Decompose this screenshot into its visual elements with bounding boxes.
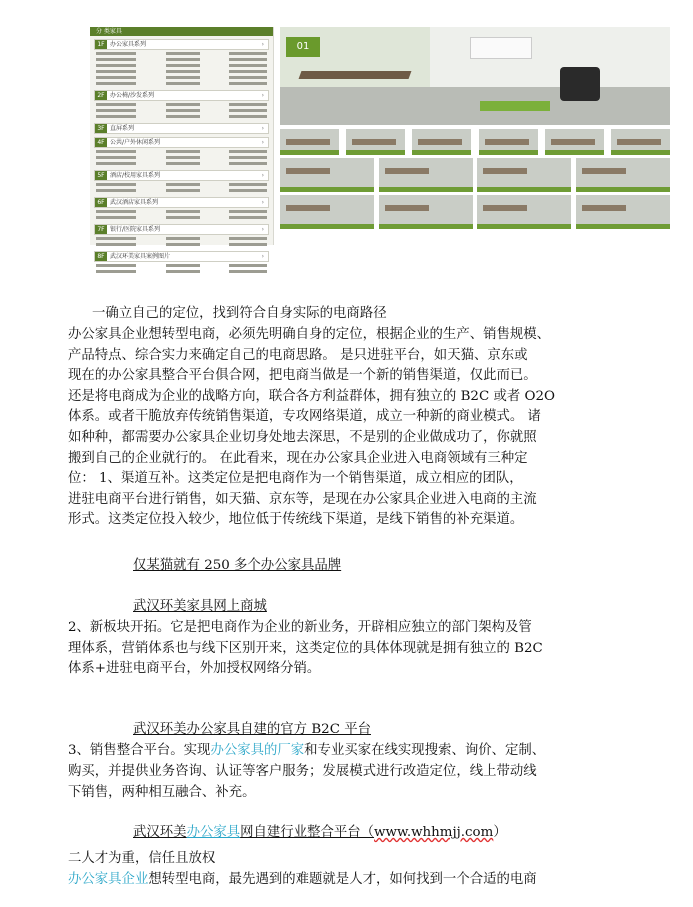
hero-chair — [560, 67, 600, 101]
menu-link[interactable] — [166, 115, 200, 118]
menu-link[interactable] — [166, 109, 200, 112]
menu-link[interactable] — [96, 58, 136, 61]
hero-desk — [299, 71, 412, 79]
menu-section-tag: 8F — [95, 252, 107, 261]
text-line: 还是将电商成为企业的战略方向，联合各方利益群体，拥有独立的 B2C 或者 O2O — [68, 388, 555, 404]
menu-links — [96, 209, 267, 221]
menu-section-tag: 2F — [95, 91, 107, 100]
menu-link[interactable] — [166, 162, 200, 165]
menu-section-label: 公共/户外休闲系列 — [110, 139, 161, 146]
menu-link[interactable] — [166, 150, 200, 153]
menu-link[interactable] — [96, 237, 136, 240]
menu-section[interactable] — [94, 251, 269, 262]
menu-link[interactable] — [229, 237, 267, 240]
text-line: 理体系，营销体系也与线下区别开来，这类定位的具体体现就是拥有独立的 B2C — [68, 640, 543, 656]
hero-accent — [480, 101, 550, 111]
menu-link[interactable] — [96, 189, 136, 192]
menu-link[interactable] — [96, 162, 136, 165]
menu-header: 分 类家具 — [90, 27, 273, 36]
text-line: 形式。这类定位投入较少，地位低于传统线下渠道，是线下销售的补充渠道。 — [68, 512, 524, 528]
text-line: 下销售，两种相互融合、补充。 — [68, 784, 256, 800]
manufacturer-link[interactable]: 办公家具的厂家 — [210, 743, 305, 758]
menu-link[interactable] — [229, 216, 267, 219]
menu-link[interactable] — [96, 109, 136, 112]
chevron-right-icon: › — [261, 92, 264, 99]
menu-section-label: 办公椅/沙发系列 — [110, 92, 155, 99]
product-thumb — [576, 158, 670, 192]
menu-link[interactable] — [229, 189, 267, 192]
menu-section-tag: 5F — [95, 171, 107, 180]
menu-link[interactable] — [166, 270, 200, 273]
menu-section[interactable] — [94, 123, 269, 134]
heading-positioning: 一确立自己的定位，找到符合自身实际的电商路径 — [92, 306, 387, 321]
menu-link[interactable] — [96, 115, 136, 118]
text-segment: 和专业买家在线实现搜索、询价、定制、 — [304, 743, 546, 758]
chevron-right-icon: › — [261, 41, 264, 48]
paragraph-talent — [68, 870, 628, 891]
product-thumb — [576, 195, 670, 229]
menu-link[interactable] — [166, 264, 200, 267]
menu-link[interactable] — [229, 70, 267, 73]
menu-link[interactable] — [96, 216, 136, 219]
menu-link[interactable] — [229, 162, 267, 165]
menu-section-tag: 3F — [95, 124, 107, 133]
thumb-row — [280, 158, 670, 192]
text-line: 现在的办公家具整合平台俱合网，把电商当做是一个新的销售渠道，仅此而已。 — [68, 368, 537, 384]
chevron-right-icon: › — [261, 139, 264, 146]
menu-link-row[interactable] — [96, 161, 267, 167]
menu-link[interactable] — [166, 76, 200, 79]
menu-link[interactable] — [166, 237, 200, 240]
product-thumb — [477, 195, 571, 229]
chevron-right-icon: › — [261, 199, 264, 206]
menu-links — [96, 102, 267, 120]
text-line: 搬到自己的企业就行的。 在此看来，现在办公家具企业进入电商领域有三种定 — [68, 450, 528, 466]
product-thumb — [379, 158, 473, 192]
menu-section-tag: 4F — [95, 138, 107, 147]
menu-link[interactable] — [96, 150, 136, 153]
menu-link[interactable] — [96, 264, 136, 267]
menu-link[interactable] — [166, 189, 200, 192]
menu-link[interactable] — [229, 264, 267, 267]
menu-links — [96, 51, 267, 87]
menu-section-tag: 7F — [95, 225, 107, 234]
menu-link[interactable] — [166, 210, 200, 213]
menu-section-tag: 1F — [95, 40, 107, 49]
menu-link[interactable] — [229, 52, 267, 55]
menu-section[interactable] — [94, 39, 269, 50]
text-line: 位： 1、渠道互补。这类定位是把电商作为一个销售渠道，成立相应的团队， — [68, 471, 523, 487]
menu-section-label: 武汉酒店家具系列 — [110, 199, 159, 206]
menu-link[interactable] — [96, 270, 136, 273]
menu-link[interactable] — [96, 103, 136, 106]
product-thumb — [479, 129, 538, 155]
thumb-row — [280, 129, 670, 155]
menu-link[interactable] — [229, 76, 267, 79]
text-line: 体系+进驻电商平台，外加授权网络分销。 — [68, 661, 321, 677]
menu-link[interactable] — [96, 76, 136, 79]
menu-link[interactable] — [166, 156, 200, 159]
menu-link[interactable] — [229, 270, 267, 273]
menu-link[interactable] — [229, 243, 267, 246]
menu-link[interactable] — [166, 183, 200, 186]
menu-section[interactable] — [94, 90, 269, 101]
office-furniture-company-link[interactable]: 办公家具企业 — [68, 872, 149, 887]
chevron-right-icon: › — [261, 125, 264, 132]
menu-link[interactable] — [96, 52, 136, 55]
menu-link[interactable] — [229, 82, 267, 85]
menu-link[interactable] — [96, 64, 136, 67]
text-line: 如种种，都需要办公家具企业切身处地去深思，不是别的企业做成功了，你就照 — [68, 430, 537, 445]
product-thumb — [379, 195, 473, 229]
product-thumb — [611, 129, 670, 155]
menu-link-row[interactable] — [96, 242, 267, 248]
chevron-right-icon: › — [261, 172, 264, 179]
thumb-row — [280, 195, 670, 229]
product-thumb — [280, 158, 374, 192]
menu-link[interactable] — [229, 183, 267, 186]
menu-section-label: 办公家具系列 — [110, 41, 147, 48]
caption-tmall-brands: 仅某猫就有 250 多个办公家具品牌 — [133, 558, 342, 573]
site-url[interactable]: www.whhmjj.com — [374, 825, 494, 840]
menu-link[interactable] — [96, 183, 136, 186]
text-line: 体系。或者干脆放弃传统销售渠道，专攻网络渠道，成立一种新的商业模式。 诸 — [68, 409, 541, 425]
paragraph-integration-line — [68, 741, 628, 762]
menu-link[interactable] — [229, 150, 267, 153]
menu-link[interactable] — [229, 156, 267, 159]
menu-link[interactable] — [96, 210, 136, 213]
menu-section[interactable] — [94, 137, 269, 148]
hero-banner — [280, 27, 670, 125]
menu-section-label: 酒店/校用家具系列 — [110, 172, 161, 179]
menu-link[interactable] — [96, 243, 136, 246]
menu-link[interactable] — [229, 210, 267, 213]
category-menu — [90, 27, 274, 260]
menu-link[interactable] — [96, 156, 136, 159]
text-line: 购买，并提供业务咨询、认证等客户服务；发展模式进行改造定位，线上带动线 — [68, 764, 537, 779]
menu-link[interactable] — [166, 243, 200, 246]
menu-link[interactable] — [166, 216, 200, 219]
menu-link[interactable] — [166, 52, 200, 55]
menu-section-label: 武汉环美家具案例图片 — [110, 253, 171, 260]
caption-industry-platform — [133, 823, 693, 844]
menu-link[interactable] — [166, 82, 200, 85]
text-segment: 想转型电商，最先遇到的难题就是人才，如何找到一个合适的电商 — [148, 872, 537, 887]
text-segment: 武汉环美 — [133, 825, 187, 840]
menu-links — [96, 236, 267, 248]
hero-window — [470, 37, 532, 59]
text-line: 2、新板块开拓。它是把电商作为企业的新业务，开辟相应独立的部门架构及管 — [68, 620, 532, 635]
menu-link-row[interactable] — [96, 81, 267, 87]
product-thumb — [280, 129, 339, 155]
text-line: 产品特点、综合实力来确定自己的电商思路。 是只进驻平台，如天猫、京东或 — [68, 347, 528, 363]
text-segment: ） — [493, 825, 507, 840]
product-thumbnails — [280, 129, 670, 232]
menu-section-label: 银行/医院家具系列 — [110, 226, 161, 233]
menu-section[interactable] — [94, 170, 269, 181]
text-line: 进驻电商平台进行销售，如天猫、京东等，是现在办公家具企业进入电商的主流 — [68, 491, 537, 507]
menu-link-row[interactable] — [96, 269, 267, 275]
product-thumb — [280, 195, 374, 229]
text-segment: 3、销售整合平台。实现 — [68, 743, 211, 758]
chevron-right-icon: › — [261, 226, 264, 233]
menu-link[interactable] — [229, 103, 267, 106]
menu-link[interactable] — [166, 58, 200, 61]
caption-online-mall: 武汉环美家具网上商城 — [133, 599, 267, 614]
text-segment: 网自建行业整合平台（ — [240, 825, 375, 840]
menu-section[interactable] — [94, 197, 269, 208]
menu-section-label: 直屏系列 — [110, 125, 135, 132]
product-thumb — [412, 129, 471, 155]
caption-b2c-platform: 武汉环美办公家具自建的官方 B2C 平台 — [133, 722, 371, 737]
menu-link[interactable] — [166, 70, 200, 73]
menu-link[interactable] — [229, 115, 267, 118]
product-thumb — [477, 158, 571, 192]
furniture-website-screenshot — [90, 27, 670, 260]
menu-link[interactable] — [96, 82, 136, 85]
menu-link[interactable] — [229, 58, 267, 61]
menu-link-row[interactable] — [96, 215, 267, 221]
product-thumb — [346, 129, 405, 155]
menu-link[interactable] — [229, 109, 267, 112]
menu-links — [96, 263, 267, 275]
menu-link[interactable] — [166, 64, 200, 67]
hero-floor — [280, 87, 670, 125]
hero-badge: 01 — [286, 37, 320, 57]
product-thumb — [545, 129, 604, 155]
menu-link[interactable] — [166, 103, 200, 106]
office-furniture-link[interactable]: 办公家具 — [186, 825, 241, 840]
menu-link-row[interactable] — [96, 188, 267, 194]
menu-link-row[interactable] — [96, 114, 267, 120]
heading-talent: 二人才为重，信任且放权 — [68, 851, 216, 866]
menu-links — [96, 182, 267, 194]
chevron-right-icon: › — [261, 253, 264, 260]
menu-section-tag: 6F — [95, 198, 107, 207]
menu-link[interactable] — [96, 70, 136, 73]
menu-link[interactable] — [229, 64, 267, 67]
text-line: 办公家具企业想转型电商，必须先明确自身的定位，根据企业的生产、销售规模、 — [68, 327, 551, 342]
menu-section[interactable] — [94, 224, 269, 235]
menu-links — [96, 149, 267, 167]
